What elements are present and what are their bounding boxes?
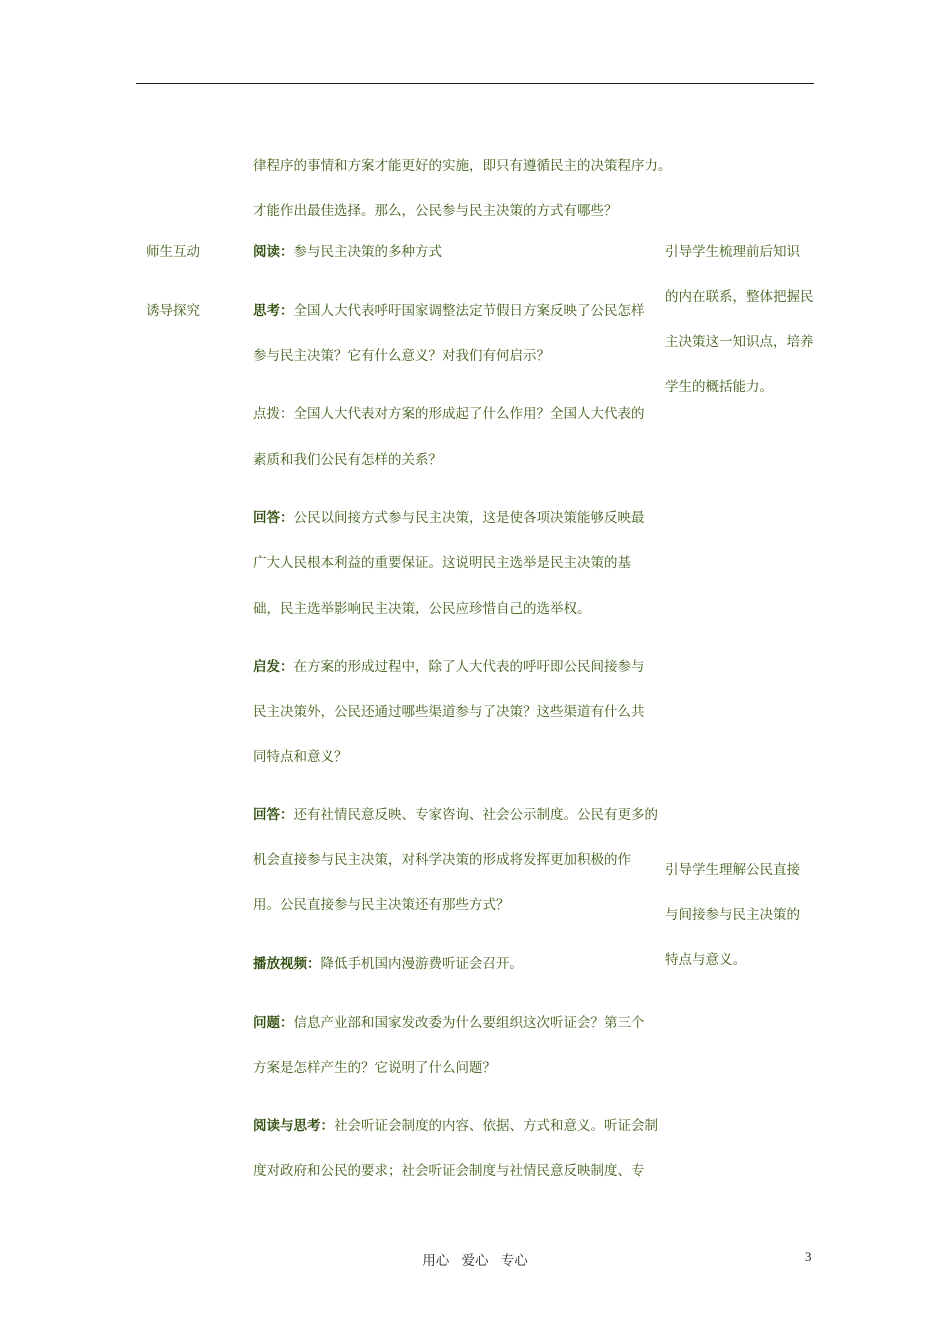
line-text: 降低手机国内漫游费听证会召开。 [320, 956, 523, 972]
body-line [253, 851, 631, 869]
footer-word: 用心 [422, 1253, 450, 1269]
margin-note: 主决策这一知识点，培养 [665, 334, 814, 350]
line-text: 机会直接参与民主决策，对科学决策的形成将发挥更加积极的作 [253, 852, 631, 868]
margin-note: 特点与意义。 [665, 952, 746, 968]
body-line [253, 748, 348, 766]
line-text: 用。公民直接参与民主决策还有那些方式？ [253, 897, 510, 913]
line-text: 方案是怎样产生的？它说明了什么问题？ [253, 1060, 496, 1076]
side-label: 诱导探究 [146, 303, 200, 319]
body-line [253, 202, 618, 220]
body-line [253, 243, 442, 261]
line-text: 参与民主决策？它有什么意义？对我们有何启示？ [253, 348, 550, 364]
body-line [253, 157, 672, 175]
line-label: 问题： [253, 1015, 294, 1031]
line-label: 思考： [253, 303, 294, 319]
line-text: 社会听证会制度的内容、依据、方式和意义。听证会制 [334, 1118, 658, 1134]
body-line [253, 703, 645, 721]
footer-word: 爱心 [461, 1253, 489, 1269]
margin-note: 的内在联系，整体把握民 [665, 289, 814, 305]
body-line [253, 1162, 645, 1180]
margin-note: 引导学生梳理前后知识 [665, 244, 800, 260]
line-text: 广大人民根本利益的重要保证。这说明民主选举是民主决策的基 [253, 555, 631, 571]
line-label: 阅读： [253, 244, 294, 260]
line-text: 公民以间接方式参与民主决策，这是使各项决策能够反映最 [293, 510, 645, 526]
line-text: 律程序的事情和方案才能更好的实施，即只有遵循民主的决策程序力。 [253, 158, 672, 174]
line-label: 启发： [253, 659, 294, 675]
side-label: 师生互动 [146, 244, 200, 260]
line-text: 度对政府和公民的要求；社会听证会制度与社情民意反映制度、专 [253, 1163, 645, 1179]
line-text: 信息产业部和国家发改委为什么要组织这次听证会？第三个 [293, 1015, 645, 1031]
line-text: 参与民主决策的多种方式 [293, 244, 442, 260]
line-text: 同特点和意义？ [253, 749, 348, 765]
body-line [253, 806, 658, 824]
line-text: 才能作出最佳选择。那么，公民参与民主决策的方式有哪些？ [253, 203, 618, 219]
page-number: 3 [805, 1249, 812, 1264]
body-line [253, 554, 631, 572]
footer-word: 专心 [500, 1253, 528, 1269]
margin-note: 学生的概括能力。 [665, 379, 773, 395]
body-line [253, 451, 442, 469]
body-line [253, 658, 645, 676]
body-line [253, 1117, 658, 1135]
line-text: 素质和我们公民有怎样的关系？ [253, 452, 442, 468]
body-line [253, 509, 645, 527]
line-label: 阅读与思考： [253, 1118, 334, 1134]
line-text: 民主决策外，公民还通过哪些渠道参与了决策？这些渠道有什么共 [253, 704, 645, 720]
line-text: 在方案的形成过程中，除了人大代表的呼吁即公民间接参与 [293, 659, 645, 675]
margin-note: 与间接参与民主决策的 [665, 907, 800, 923]
line-text: 全国人大代表呼吁国家调整法定节假日方案反映了公民怎样 [293, 303, 645, 319]
body-line [253, 1059, 496, 1077]
line-text: 点拨：全国人大代表对方案的形成起了什么作用？全国人大代表的 [253, 406, 645, 422]
line-text: 础，民主选举影响民主决策，公民应珍惜自己的选举权。 [253, 601, 591, 617]
line-text: 还有社情民意反映、专家咨询、社会公示制度。公民有更多的 [293, 807, 658, 823]
line-label: 回答： [253, 510, 294, 526]
body-line [253, 896, 510, 914]
body-line [253, 600, 591, 618]
body-line [253, 302, 645, 320]
body-line [253, 347, 550, 365]
body-line [253, 405, 645, 423]
header-rule [136, 83, 814, 84]
margin-note: 引导学生理解公民直接 [665, 862, 800, 878]
body-line [253, 1014, 645, 1032]
line-label: 播放视频： [253, 956, 321, 972]
body-line [253, 955, 523, 973]
line-label: 回答： [253, 807, 294, 823]
